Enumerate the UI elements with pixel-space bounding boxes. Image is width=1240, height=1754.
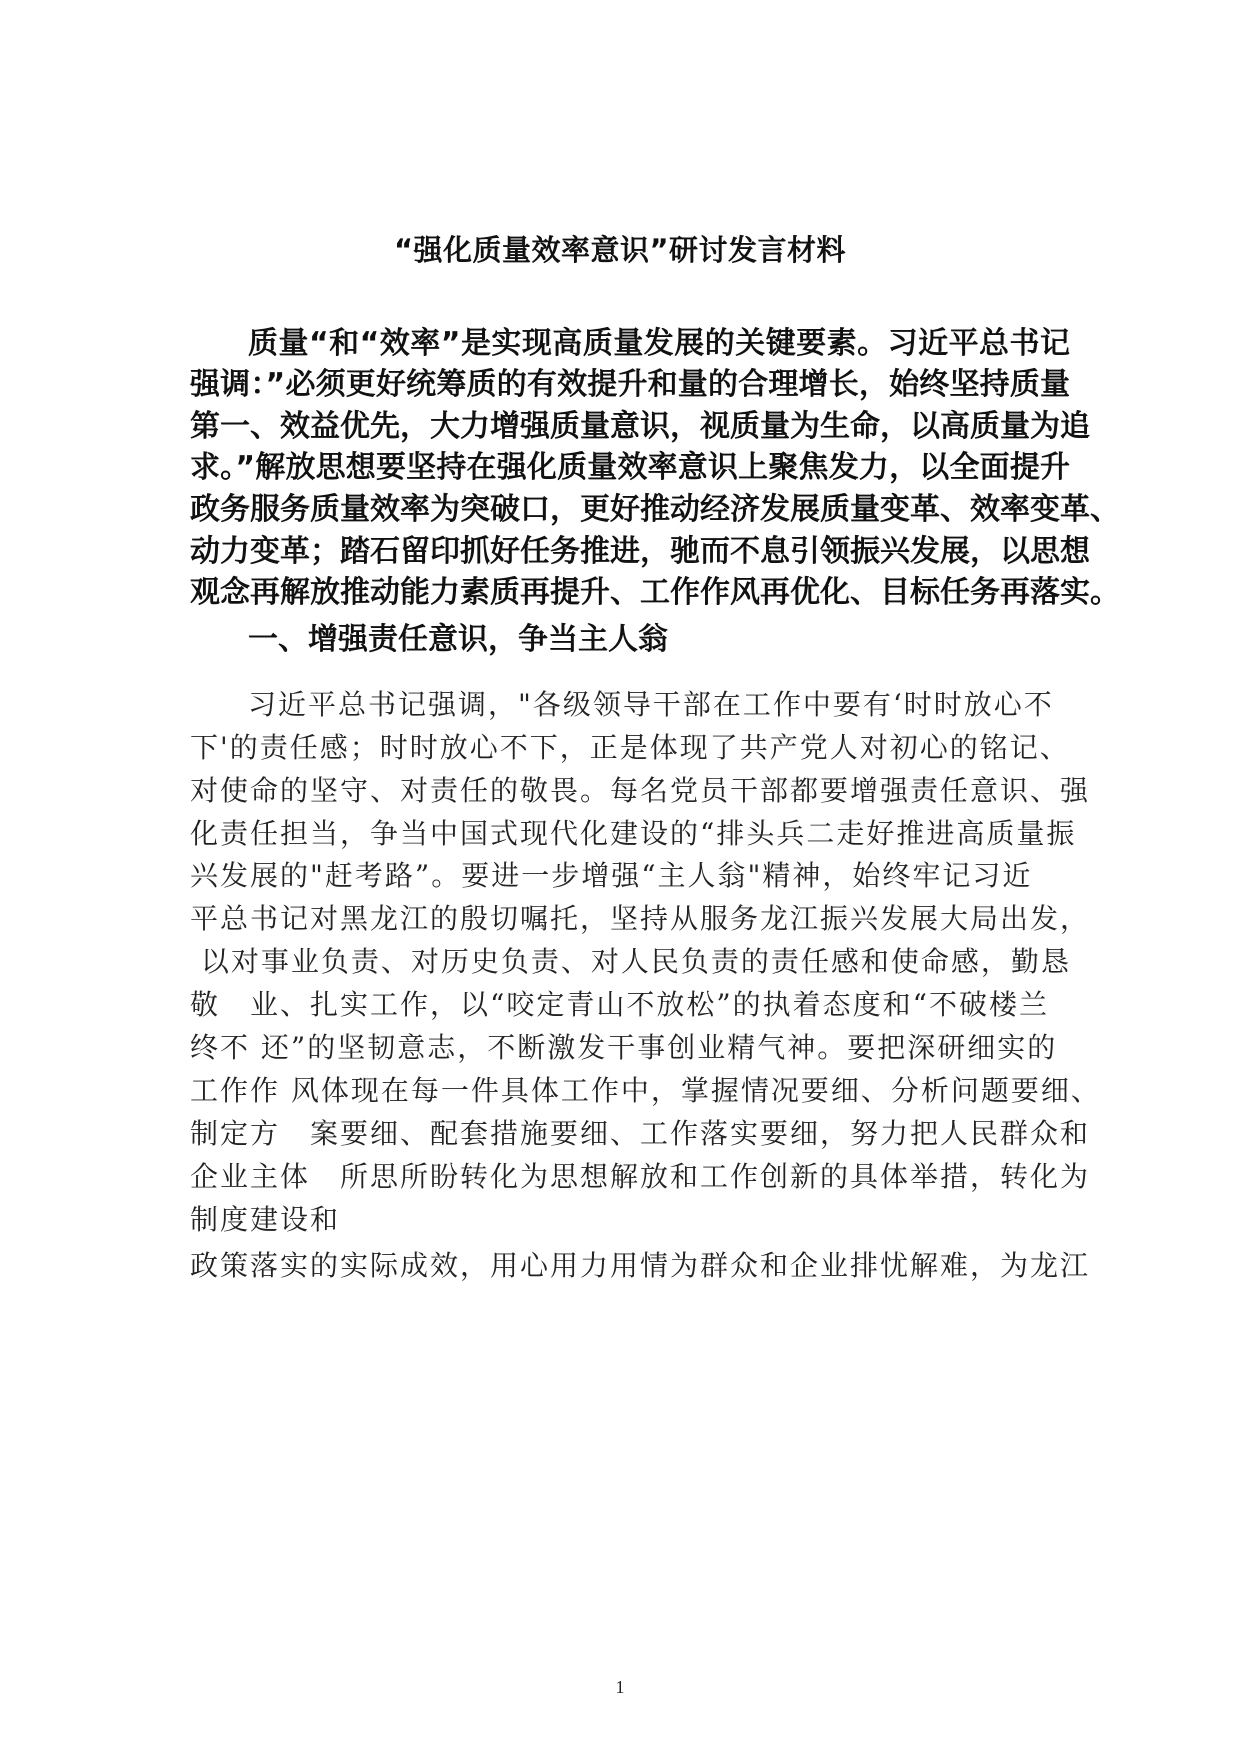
section-paragraph-line: 化责任担当，争当中国式现代化建设的“排头兵二走好推进高质量振 xyxy=(190,817,1077,850)
section-heading: 一、增强责任意识，争当主人翁 xyxy=(248,622,668,657)
intro-paragraph-line: 强调：”必须更好统筹质的有效提升和量的合理增长，始终坚持质量 xyxy=(190,367,1070,402)
section-paragraph-line: 以对事业负责、对历史负责、对人民负责的责任感和使命感，勤恳 xyxy=(190,945,1071,978)
section-paragraph-line: 对使命的坚守、对责任的敬畏。每名党员干部都要增强责任意识、强 xyxy=(190,774,1091,807)
intro-paragraph-line: 政务服务质量效率为突破口，更好推动经济发展质量变革、效率变革、 xyxy=(190,492,1120,527)
section-paragraph-line: 下'的责任感；时时放心不下，正是体现了共产党人对初心的铭记、 xyxy=(190,731,1070,764)
page-number: 1 xyxy=(615,1677,625,1697)
section-paragraph-line: 习近平总书记强调，"各级领导干部在工作中要有‘时时放心不 xyxy=(248,688,1054,721)
section-paragraph-line: 工作作 风体现在每一件具体工作中，掌握情况要细、分析问题要细、 xyxy=(190,1074,1101,1107)
intro-paragraph-line: 第一、效益优先，大力增强质量意识，视质量为生命，以高质量为追 xyxy=(190,409,1090,444)
section-paragraph-line: 兴发展的"赶考路”。要进一步增强“主人翁"精神，始终牢记习近 xyxy=(190,859,1033,892)
section-paragraph-line: 终不 还”的坚韧意志，不断激发干事创业精气神。要把深研细实的 xyxy=(190,1031,1058,1064)
section-paragraph-line: 制度建设和 xyxy=(190,1203,341,1236)
section-paragraph-line: 企业主体 所思所盼转化为思想解放和工作创新的具体举措，转化为 xyxy=(190,1160,1091,1193)
section-paragraph-line: 平总书记对黑龙江的殷切嘱托，坚持从服务龙江振兴发展大局出发， xyxy=(190,902,1091,935)
document-title: “强化质量效率意识”研讨发言材料 xyxy=(393,233,847,267)
section-paragraph-line: 敬 业、扎实工作，以“咬定青山不放松”的执着态度和“不破楼兰 xyxy=(190,988,1049,1021)
intro-paragraph-line: 求。”解放思想要坚持在强化质量效率意识上聚焦发力，以全面提升 xyxy=(190,450,1070,485)
section-paragraph-line: 制定方 案要细、配套措施要细、工作落实要细，努力把人民群众和 xyxy=(190,1117,1091,1150)
intro-paragraph-line: 质量“和“效率”是实现高质量发展的关键要素。习近平总书记 xyxy=(248,326,1070,361)
intro-paragraph-line: 动力变革；踏石留印抓好任务推进，驰而不息引领振兴发展，以思想 xyxy=(190,534,1090,569)
section-paragraph-line: 政策落实的实际成效，用心用力用情为群众和企业排忧解难，为龙江 xyxy=(190,1249,1091,1282)
intro-paragraph-line: 观念再解放推动能力素质再提升、工作作风再优化、目标任务再落实。 xyxy=(190,575,1120,610)
